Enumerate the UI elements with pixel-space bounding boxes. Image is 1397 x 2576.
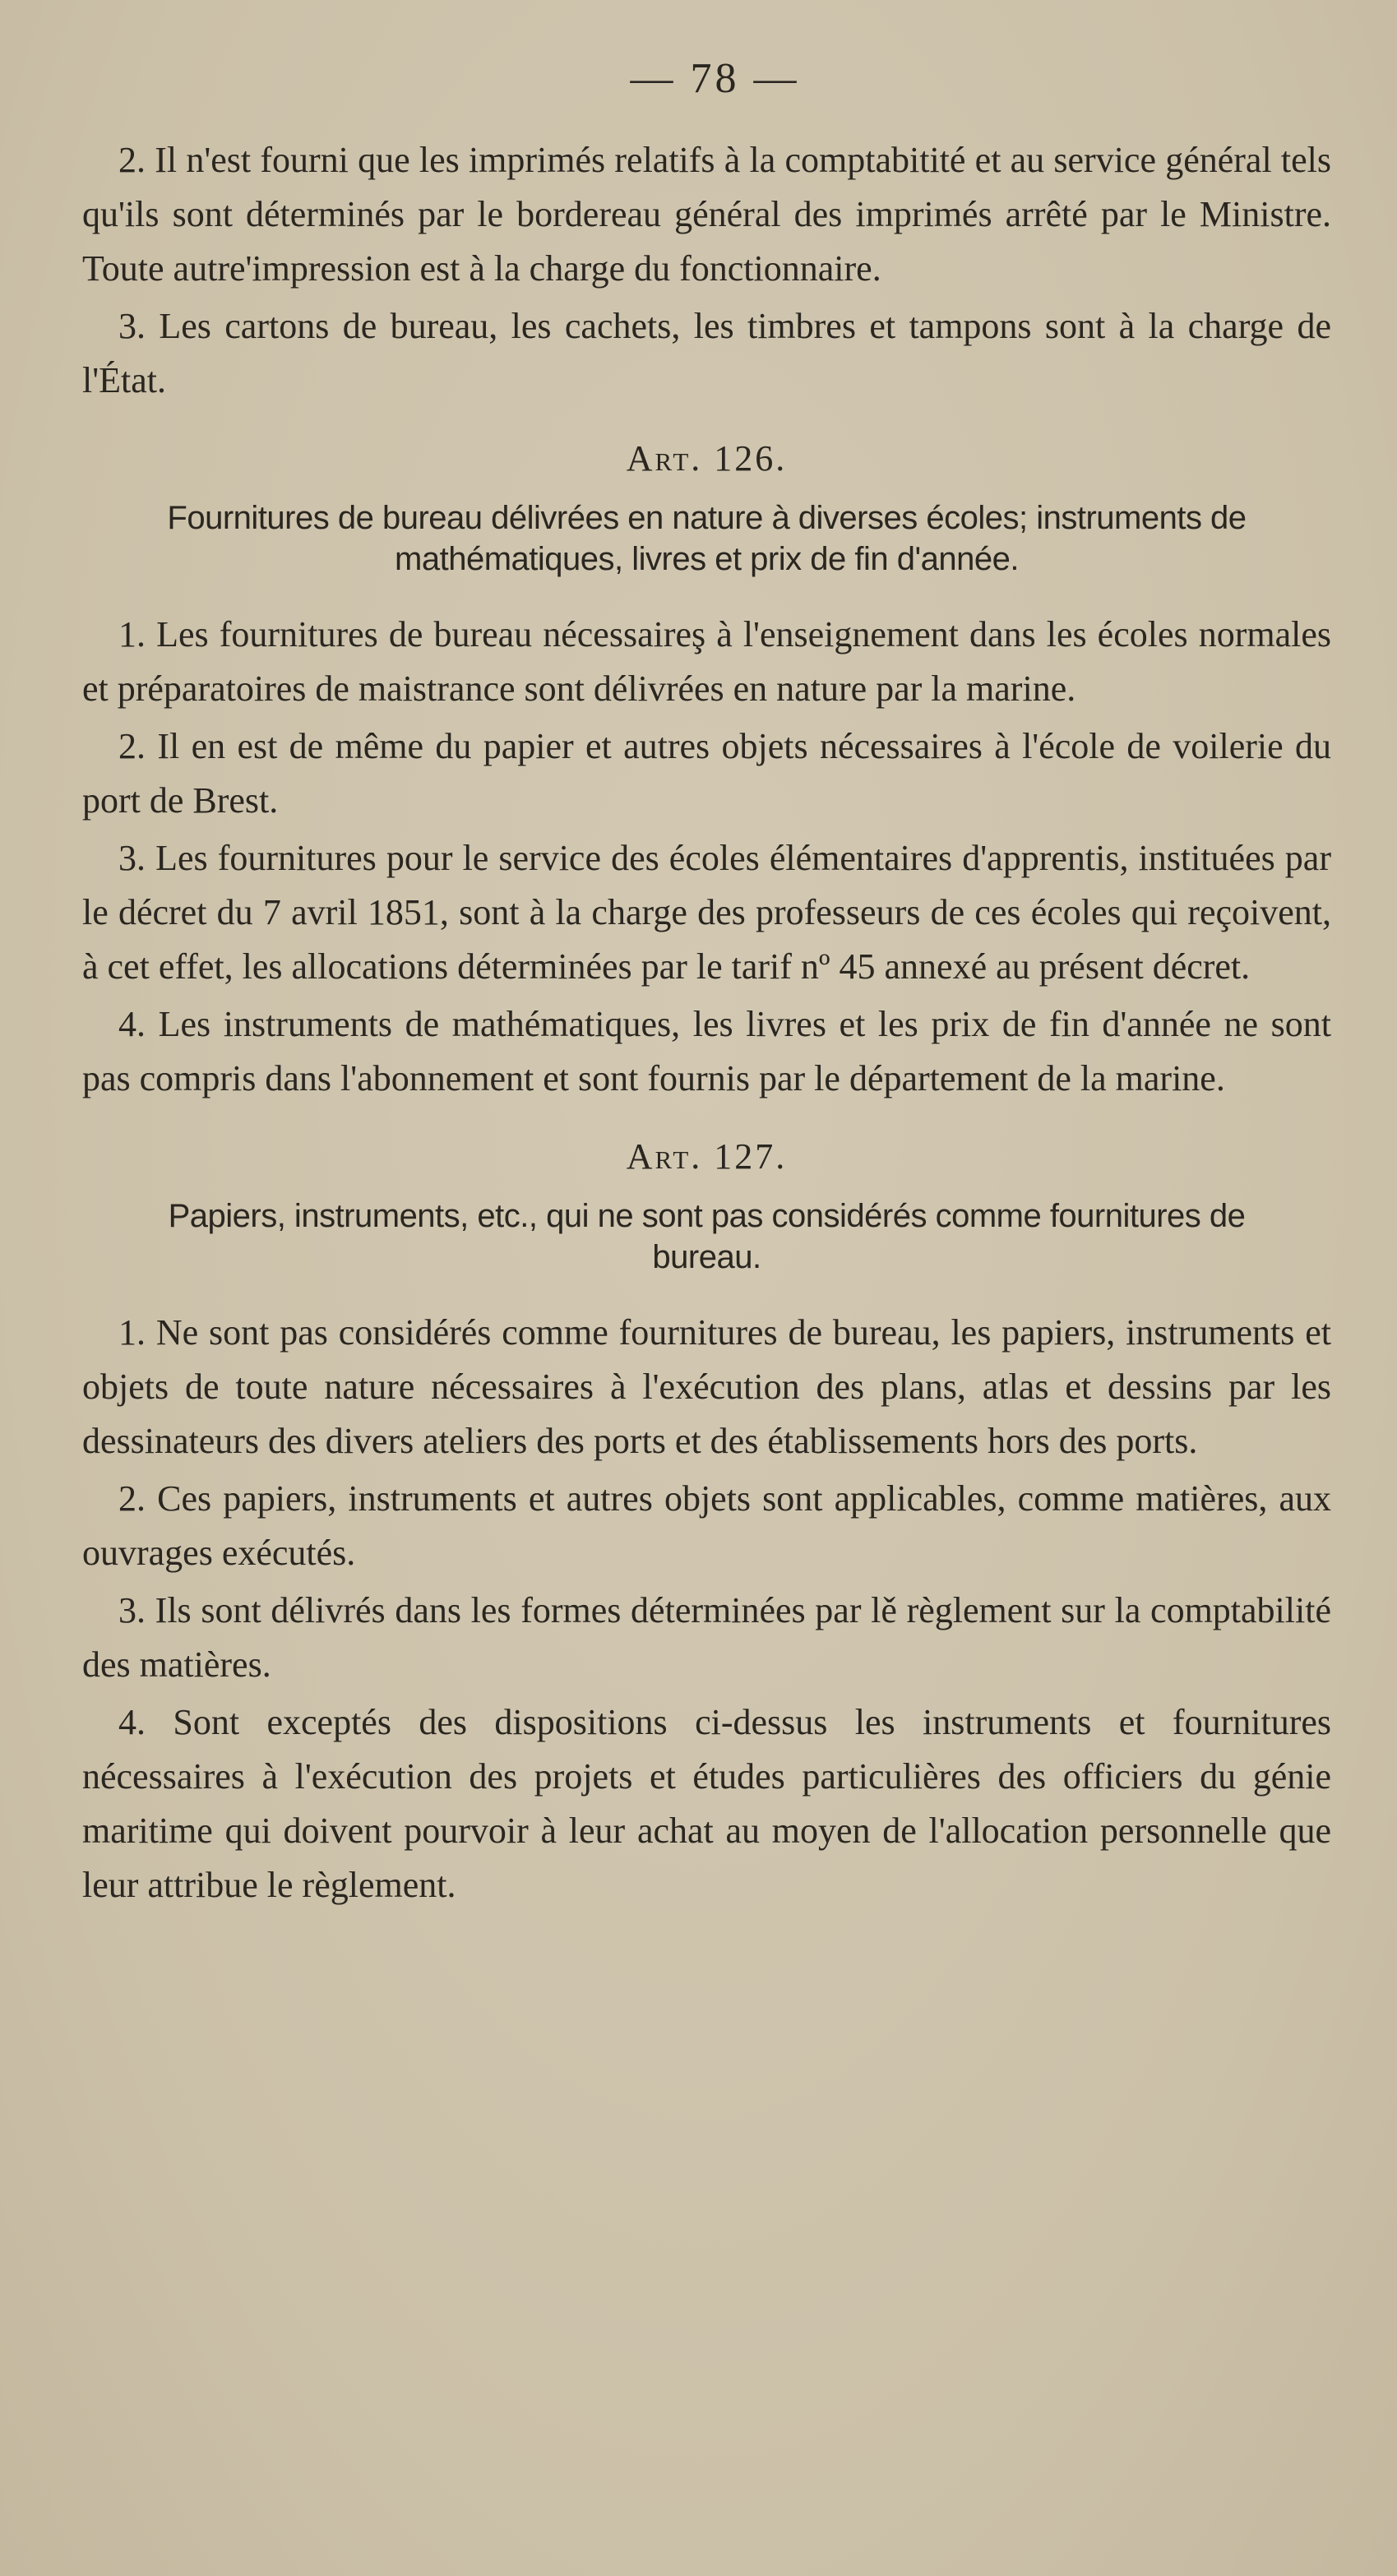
- paragraph: 3. Ils sont délivrés dans les formes déterminées par lě règlement sur la comptabilité des matières.: [82, 1590, 1331, 1685]
- article-127: [82, 1135, 1331, 1912]
- paragraph: 4. Les instruments de mathématiques, les livres et les prix de fin d'année ne sont pas compris dans l'abonnement et sont fournis par le département de la marine.: [82, 1004, 1331, 1098]
- paragraph: 1. Les fournitures de bureau nécessaireş à l'enseignement dans les écoles normales et préparatoires de maistrance sont délivrées en nature par la marine.: [82, 614, 1331, 709]
- article-title: Art. 126.: [626, 438, 788, 479]
- article-subtitle: Papiers, instruments, etc., qui ne sont pas considérés comme fournitures de bureau.: [168, 1198, 1246, 1275]
- article-subtitle: Fournitures de bureau délivrées en nature à diverses écoles; instruments de mathématiques, livres et prix de fin d'année.: [167, 500, 1247, 577]
- paragraph: 1. Ne sont pas considérés comme fournitures de bureau, les papiers, instruments et objets de toute nature nécessaires à l'exécution des plans, atlas et dessins par les dessinateurs des divers ateliers des ports et des établissements hors des ports.: [82, 1312, 1331, 1461]
- paragraph: 2. Il en est de même du papier et autres objets nécessaires à l'école de voilerie du port de Brest.: [82, 726, 1331, 821]
- paragraph: 3. Les cartons de bureau, les cachets, les timbres et tampons sont à la charge de l'État.: [82, 306, 1331, 400]
- paragraph: 2. Ces papiers, instruments et autres objets sont applicables, comme matières, aux ouvrages exécutés.: [82, 1478, 1331, 1573]
- article-title: Art. 127.: [626, 1136, 788, 1177]
- paragraph: 4. Sont exceptés des dispositions ci-dessus les instruments et fournitures nécessaires à l'exécution des projets et études particulières des officiers du génie maritime qui doivent pourvoir à leur achat au moyen de l'allocation personnelle que leur attribue le règlement.: [82, 1702, 1331, 1905]
- paragraph: 2. Il n'est fourni que les imprimés relatifs à la comptabitité et au service général tels qu'ils sont déterminés par le bordereau général des imprimés arrêté par le Ministre. Toute autre'impression est à la charge du fonctionnaire.: [82, 140, 1331, 289]
- paragraph: 3. Les fournitures pour le service des écoles élémentaires d'apprentis, instituées par le décret du 7 avril 1851, sont à la charge des professeurs de ces écoles qui reçoivent, à cet effet, les allocations déterminées par le tarif nº 45 annexé au présent décret.: [82, 838, 1331, 987]
- article-126: [82, 437, 1331, 1106]
- page-number: — 78 —: [630, 55, 800, 102]
